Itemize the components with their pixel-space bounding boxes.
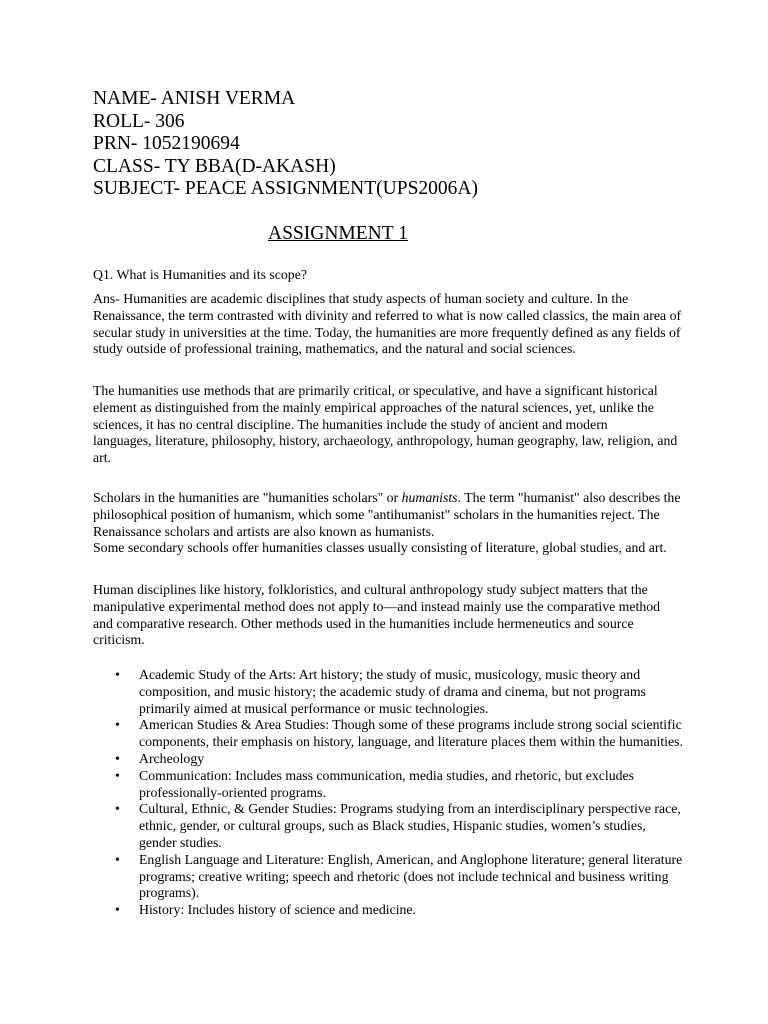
methods-paragraph: The humanities use methods that are primarily critical, or speculative, and have a significant historical element as distinguished from the mainly empirical approaches of the natural sciences, yet, unlike the sciences, it has no central discipline. The humanities include the study of ancient and modern	[93, 383, 658, 432]
bullet-icon: •	[115, 717, 120, 733]
list-item-text: American Studies & Area Studies: Though some of these programs include strong social scientific components, their emphasis on history, language, and literature places them within the humanities.	[139, 717, 683, 750]
scholars-paragraph	[93, 490, 683, 540]
list-item	[93, 717, 683, 751]
list-item-text: Archeology	[139, 750, 205, 766]
disciplines-line: languages, literature, philosophy, history, archaeology, anthropology, human geography, law, religion, and art.	[93, 433, 678, 466]
methods-block	[93, 383, 683, 467]
list-item-text: Communication: Includes mass communication, media studies, and rhetoric, but excludes professionally-oriented programs.	[139, 767, 635, 800]
question-block	[93, 267, 683, 284]
list-item	[93, 902, 683, 919]
list-item-text: History: Includes history of science and medicine.	[139, 902, 417, 918]
list-item	[93, 852, 683, 902]
bullet-icon: •	[115, 750, 120, 766]
bullet-icon: •	[115, 801, 120, 817]
list-item-text: Academic Study of the Arts: Art history; the study of music, musicology, music theory and composition, and music history; the academic study of drama and cinema, but not programs primarily aimed at musical performance or music technologies.	[139, 667, 646, 716]
bullet-icon: •	[115, 851, 120, 867]
human-disciplines-block	[93, 582, 683, 649]
secondary-schools-line: Some secondary schools offer humanities classes usually consisting of literature, global studies, and art.	[93, 540, 667, 556]
list-item	[93, 751, 683, 768]
scholars-block	[93, 490, 683, 557]
list-item	[93, 801, 683, 851]
student-header	[93, 88, 478, 201]
student-name: NAME- ANISH VERMA	[93, 88, 296, 109]
bullet-icon: •	[115, 902, 120, 918]
humanities-fields-list	[93, 667, 683, 919]
human-disciplines-paragraph: Human disciplines like history, folkloristics, and cultural anthropology study subject matters that the manipulative experimental method does not apply to—and instead mainly use the comparative method and comparative research. Other methods used in the humanities include hermeneutics and source criticism.	[93, 582, 661, 648]
answer-intro-paragraph: Ans- Humanities are academic disciplines that study aspects of human society and culture. In the Renaissance, the term contrasted with divinity and referred to what is now called classics, the main area of secular study in universities at the time. Today, the humanities are more frequently defined as any fields of study outside of professional training, mathematics, and the natural and social sciences.	[93, 291, 682, 357]
answer-intro-block	[93, 291, 683, 358]
class-info: CLASS- TY BBA(D-AKASH)	[93, 155, 336, 177]
roll-number: ROLL- 306	[93, 110, 185, 132]
scholars-text-start: Scholars in the humanities are "humanities scholars" or	[93, 490, 402, 505]
list-item-text: English Language and Literature: English, American, and Anglophone literature; general literature programs; creative writing; speech and rhetoric (does not include technical and business writing programs).	[139, 851, 683, 901]
subject-info: SUBJECT- PEACE ASSIGNMENT(UPS2006A)	[93, 178, 479, 199]
scholars-text-end: . The term "humanist" also describes the philosophical position of humanism, which some "antihumanist" scholars in the humanities reject. The Renaissance scholars and artists are also known as humanists.	[93, 490, 681, 539]
list-item	[93, 768, 683, 802]
list-item	[93, 667, 683, 717]
question-text: Q1. What is Humanities and its scope?	[93, 267, 307, 282]
humanists-italic: humanists	[401, 490, 458, 505]
assignment-title: ASSIGNMENT 1	[268, 223, 408, 244]
list-item-text: Cultural, Ethnic, & Gender Studies: Programs studying from an interdisciplinary perspective race, ethnic, gender, or cultural groups, such as Black studies, Hispanic studies, women’s studies, gender studies.	[139, 801, 681, 850]
bullet-icon: •	[115, 667, 120, 682]
prn-number: PRN- 1052190694	[93, 133, 240, 154]
bullet-icon: •	[115, 767, 120, 783]
